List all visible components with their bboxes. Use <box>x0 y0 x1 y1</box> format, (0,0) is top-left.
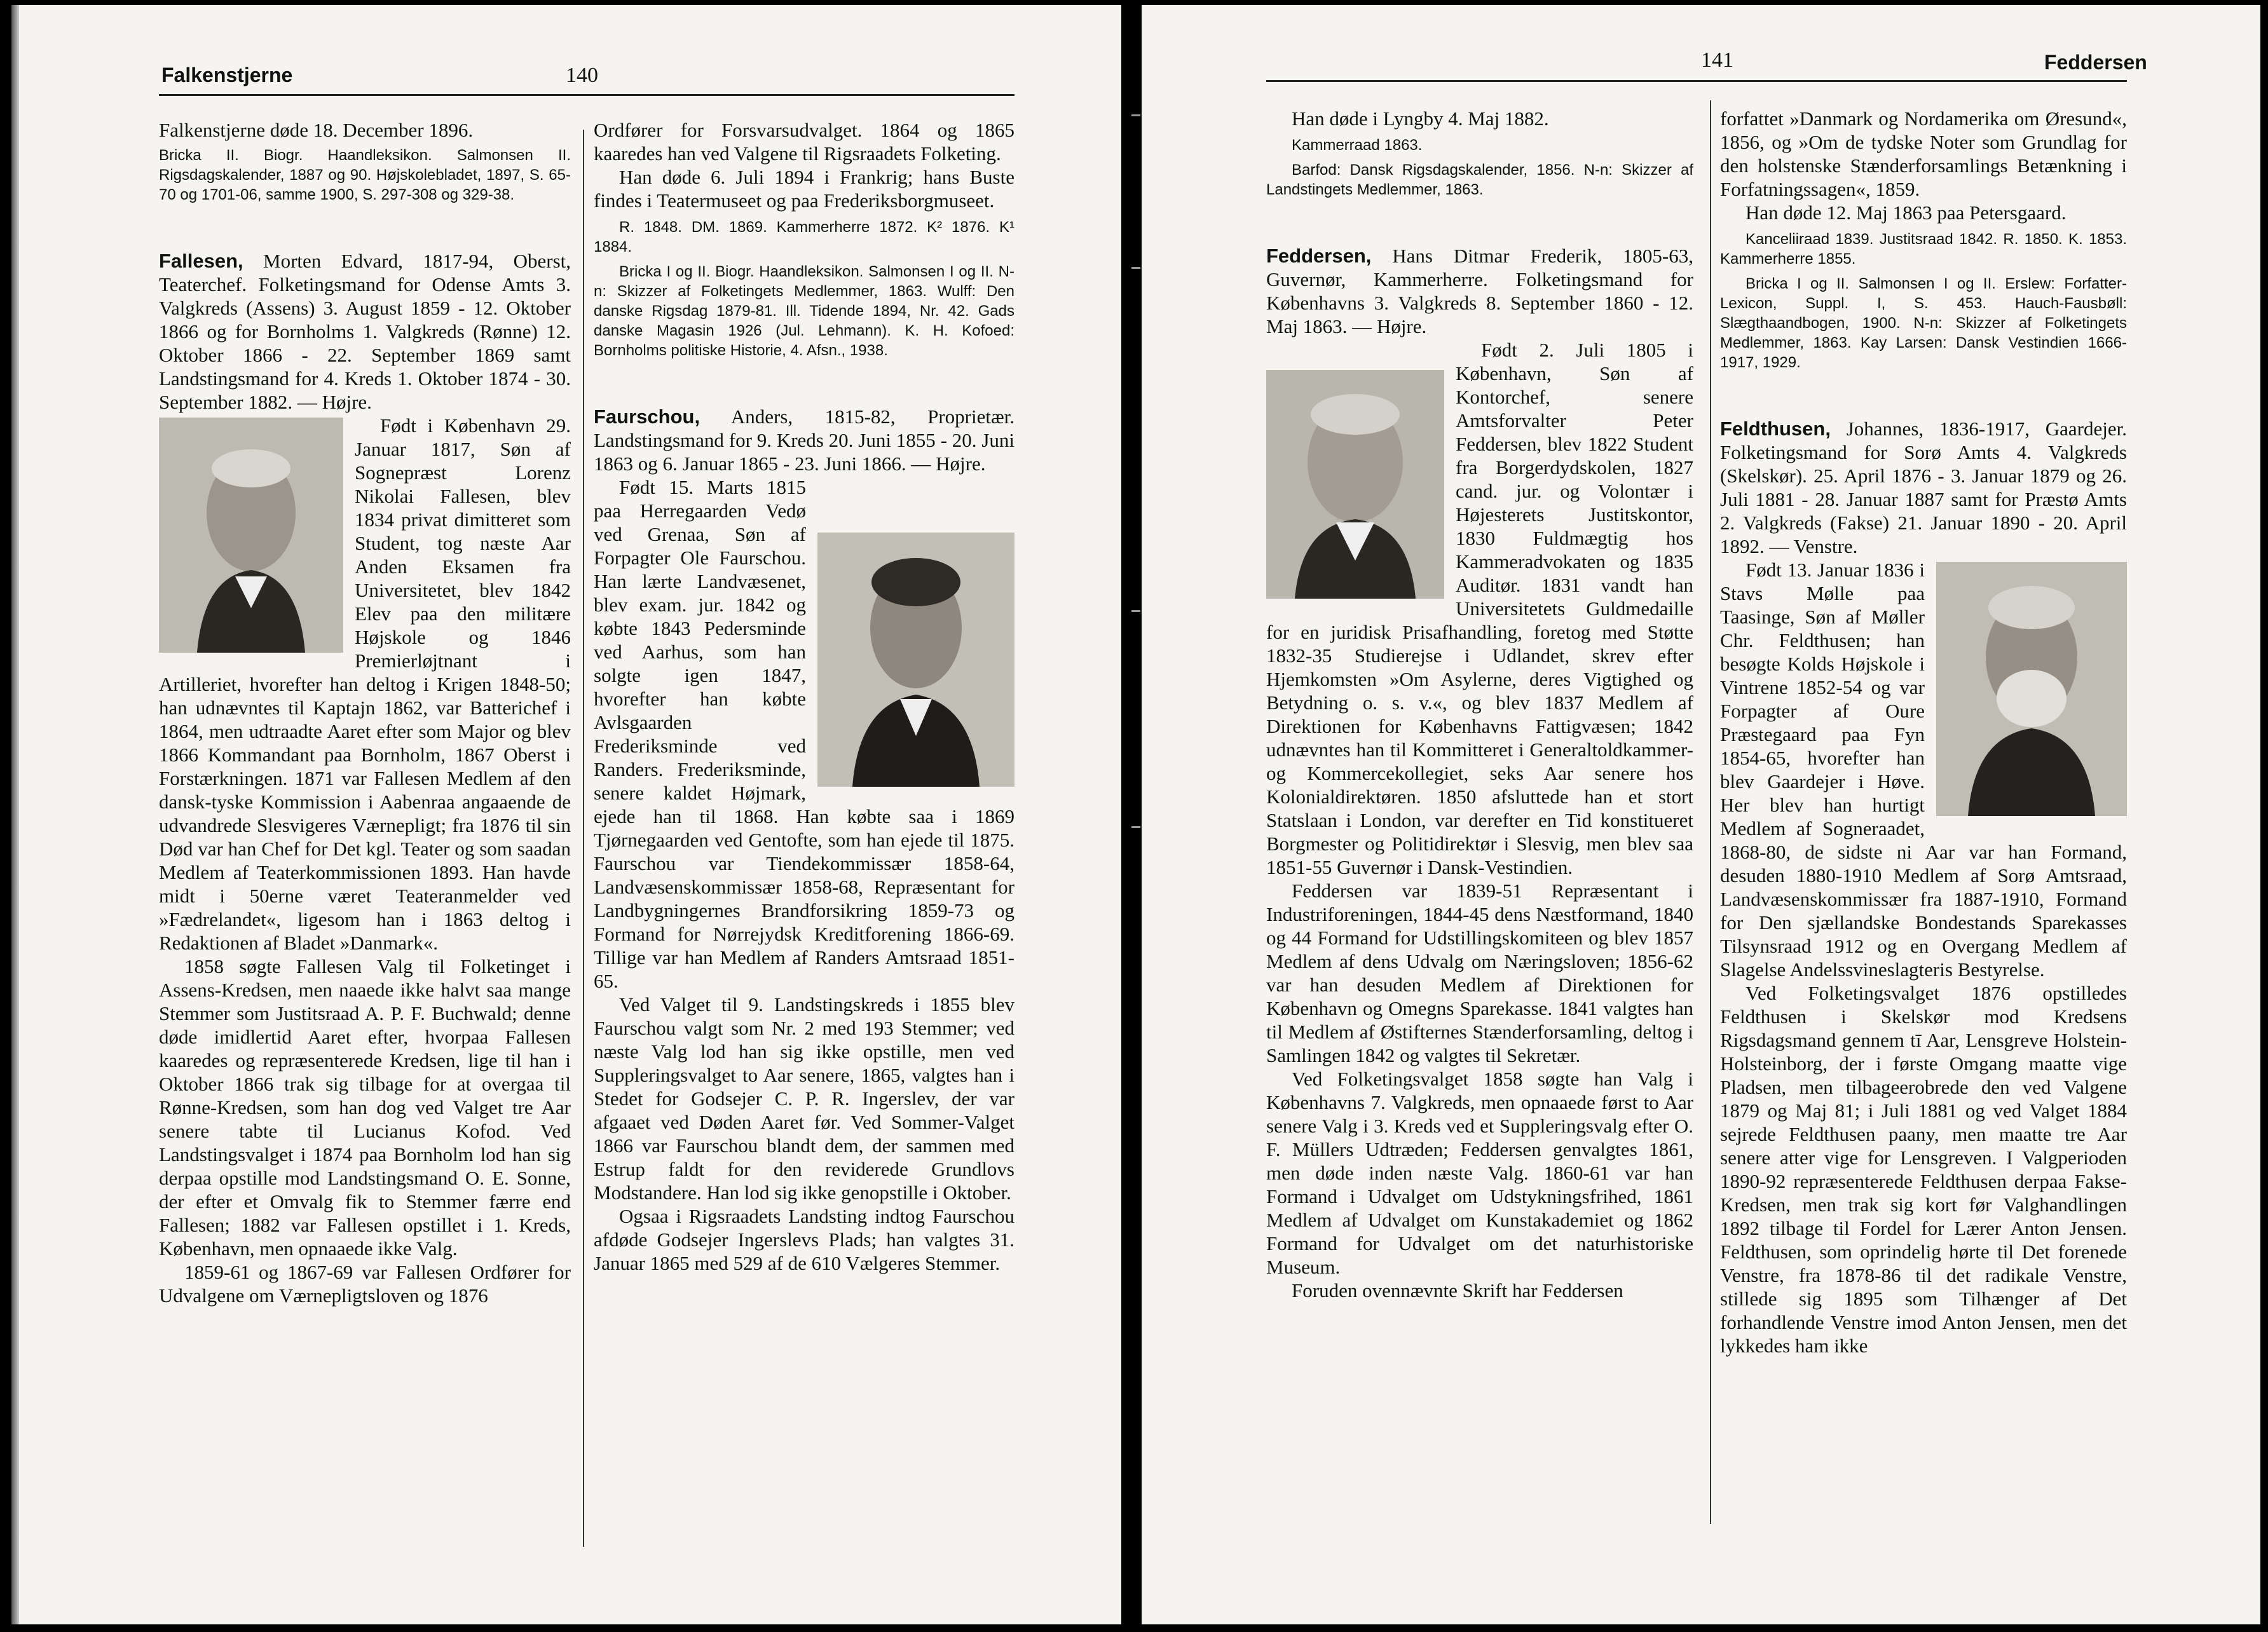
entry-heading <box>1720 417 2127 558</box>
entry-heading <box>159 249 571 414</box>
left-column-2 <box>594 118 1014 1275</box>
running-head-name: Falkenstjerne <box>161 64 293 86</box>
left-page <box>11 5 1121 1624</box>
entry-text: forfattet »Danmark og Nordamerika om Øresund«, 1856, og »Om de tydske Noter som Grundlag for den holstenske Stænderforsamlings Betænkning i Forfatningssagen«, 1859. <box>1720 107 2127 200</box>
entry-body: Ved Valget til 9. Landstingskreds i 1855 blev Faurschou valgt som Nr. 2 med 193 Stemmer; ved næste Valg lod han sig ikke opstille, men ved Suppleringsvalget to Aar senere, 1865, valgtes han i Stedet for Godsejer C. P. R. Ingerslev, der var afgaaet ved Døden Aaret før. Ved Sommer-Valget 1866 var Faurschou blandt dem, der sammen med Estrup faldt for den reviderede Grundlovs Modstandere. Han lod sig ikke genopstille i Oktober. <box>594 993 1014 1204</box>
honors: R. 1848. DM. 1869. Kammerherre 1872. K² 1876. K¹ 1884. <box>594 219 1014 255</box>
column-divider <box>1710 100 1711 1524</box>
page-number: 141 <box>1701 48 1733 72</box>
entry-body: Født 15. Marts 1815 paa Herregaarden Vedø ved Grenaa, Søn af Forpagter Ole Faurschou. Han lærte Landvæsenet, blev exam. jur. 1842 og købte 1843 Pedersminde ved Aarhus, som han solgte igen 1847, hvorefter han købte Avlsgaarden Frederiksminde ved Randers. Frederiksminde, senere kaldet Højmark, ejede han til 1868. Han købte saa i 1869 Tjørnegaarden ved Gentofte, som han ejede til 1875. Faurschou var Tiendekommissær 1858-64, Landvæsenskommissær 1858-68, Repræsentant for Landbygningernes Brandforsikring 1859-73 og Formand for Nørrejydsk Kreditforening 1866-69. Tillige var han Medlem af Randers Amtsraad 1851-65. <box>594 476 1014 992</box>
entry-text: Ordfører for Forsvarsudvalget. 1864 og 1865 kaaredes han ved Valgene til Rigsraadets Folketing. <box>594 119 1014 165</box>
header-rule <box>1266 80 2127 82</box>
references: Bricka I og II. Salmonsen I og II. Erslew: Forfatter-Lexicon, Suppl. I, S. 453. Hauch-Fausbøll: Slægthaandbogen, 1900. N-n: Skizzer af Folketingets Medlemmer, 1863. Kay Larsen: Dansk Vestindien 1666-1917, 1929. <box>1720 275 2127 371</box>
entry-intro: Anders, 1815-82, Proprietær. Landstingsmand for 9. Kreds 20. Juni 1855 - 20. Juni 1863 og 6. Januar 1865 - 23. Juni 1866. — Højre. <box>594 405 1014 475</box>
gutter-mark <box>1131 826 1140 834</box>
entry-body: 1859-61 og 1867-69 var Fallesen Ordfører for Udvalgene om Værnepligtsloven og 1876 <box>159 1261 571 1307</box>
entry-intro: Morten Edvard, 1817-94, Oberst, Teaterchef. Folketingsmand for Odense Amts 3. Valgkreds (Assens) 3. August 1859 - 12. Oktober 1866 og for Bornholms 1. Valgkreds (Rønne) 12. Oktober 1866 - 22. September 1869 samt Landstingsmand for 4. Kreds 1. Oktober 1874 - 30. September 1882. — Højre. <box>159 250 571 413</box>
running-head-name: Feddersen <box>2044 51 2147 74</box>
entry-body: Født 2. Juli 1805 i København, Søn af Kontorchef, senere Amtsforvalter Peter Feddersen, blev 1822 Student fra Borgerdydskolen, 1827 cand. jur. og Volontær i Højesterets Justitskontor, 1830 Fuldmægtig hos Kammeradvokaten og 1835 Auditør. 1831 vandt han Universitetets Guldmedaille for en juridisk Prisafhandling, foretog med Støtte 1832-35 Studierejse i Udlandet, skrev efter Hjemkomsten »Om Asylerne, deres Vigtighed og Betydning o. s. v.«, og blev 1837 Medlem af Direktionen for Københavns Fattigvæsen; 1842 udnævntes han til Kommitteret i Generaltoldkammer- og Kommercekollegiet, seks Aar senere hos Kolonialdirektøren. 1850 afsluttede han et stort Statslaan i London, var derefter en Tid konstitueret Borgmester og Politidirektør i Slesvig, men blev saa 1851-55 Guvernør i Dansk-Vestindien. <box>1266 339 1693 878</box>
portrait-fallesen <box>159 418 343 653</box>
entry-intro: Hans Ditmar Frederik, 1805-63, Guvernør, Kammerherre. Folketingsmand for Københavns 3. Valgkreds 8. September 1860 - 12. Maj 1863. — Højre. <box>1266 245 1693 337</box>
entry-heading <box>594 405 1014 475</box>
portrait-feldthusen <box>1936 562 2127 816</box>
entry-body: Foruden ovennævnte Skrift har Feddersen <box>1292 1279 1623 1302</box>
entry-heading <box>1266 244 1693 338</box>
right-page <box>1142 5 2260 1624</box>
entry-body: Født i København 29. Januar 1817, Søn af Sognepræst Lorenz Nikolai Fallesen, blev 1834 privat dimitteret som Student, tog næste Aar Anden Eksamen fra Universitetet, blev 1842 Elev paa den militære Højskole og 1846 Premierløjtnant i Artilleriet, hvorefter han deltog i Krigen 1848-50; han udnævntes til Kaptajn 1862, var Batterichef i 1864, men udtraadte Aaret efter som Major og blev 1866 Kommandant paa Bornholm, 1867 Oberst i Forstærkningen. 1871 var Fallesen Medlem af den dansk-tyske Kommission i Aabenraa angaaende de udvandrede Slesvigeres Værnepligt; fra 1876 til sin Død var han Chef for Det kgl. Teater og som saadan Medlem af Teaterkommissionen 1893. Han havde midt i 50erne været Teateranmelder ved »Fædrelandet«, ligesom han i 1863 deltog i Redaktionen af Bladet »Danmark«. <box>159 414 571 954</box>
right-column-2 <box>1720 107 2127 1357</box>
entry-name: Faurschou, <box>594 405 700 428</box>
entry-name: Feldthusen, <box>1720 418 1831 440</box>
entry-text: Han døde i Lyngby 4. Maj 1882. <box>1292 107 1549 130</box>
page-number: 140 <box>566 64 598 87</box>
references: Barfod: Dansk Rigsdagskalender, 1856. N-n: Skizzer af Landstingets Medlemmer, 1863. <box>1266 161 1693 198</box>
entry-text: Falkenstjerne døde 18. December 1896. <box>159 119 474 141</box>
entry-body: Ved Folketingsvalget 1858 søgte han Valg i Københavns 7. Valgkreds, men opnaaede først to Aar senere Valg i 3. Kreds ved et Suppleringsvalg efter O. F. Müllers Udtræden; Feddersen genvalgtes 1861, men døde inden næste Valg. 1860-61 var han Formand i Udvalget om Udstykningsfrihed, 1861 Medlem af Udvalget om Kunstakademiet og 1862 Formand for Udvalget om det naturhistoriske Museum. <box>1266 1068 1693 1278</box>
page-spine <box>11 5 19 1624</box>
entry-text: Han døde 12. Maj 1863 paa Petersgaard. <box>1745 201 2066 224</box>
entry-body: Ved Folketingsvalget 1876 opstilledes Feldthusen i Skelskør mod Kredsens Rigsdagsmand gennem tī Aar, Lensgreve Holstein-Holsteinborg, der i første Omgang maatte vige Pladsen, men tilbageerobrede den ved Valgene 1879 og Maj 81; i Juli 1881 og ved Valget 1884 sejrede Feldthusen paany, men maatte tre Aar senere atter vige for Lensgreven. I Valgperioden 1890-92 repræsenterede Feldthusen derpaa Fakse-Kredsen, men trak sig kort før Valghandlingen 1892 tilbage til Fordel for Lærer Anton Jensen. Feldthusen, som oprindelig hørte til Det forenede Venstre, fra 1878-86 til det radikale Venstre, stillede sig 1895 som Tilhænger af Det forhandlende Venstre imod Anton Jensen, men det lykkedes ham ikke <box>1720 982 2127 1357</box>
left-column-1 <box>159 118 571 1307</box>
entry-name: Fallesen, <box>159 250 243 272</box>
header-rule <box>159 94 1014 96</box>
entry-body: 1858 søgte Fallesen Valg til Folketinget i Assens-Kredsen, men naaede ikke halvt saa mange Stemmer som Justitsraad A. P. F. Buchwald; denne døde imidlertid Aaret efter, hvorpaa Fallesen kaaredes og repræsenterede Kredsen, lige til han i Oktober 1866 trak sig tilbage for at overgaa til Rønne-Kredsen, som han dog ved Valget tre Aar senere tabte til Lucianus Kofod. Ved Landstingsvalget i 1874 paa Bornholm lod han sig derpaa opstille mod Landstingsmand O. E. Sonne, der efter et Omvalg fik to Stemmer færre end Fallesen; 1882 var Fallesen opstillet i 1. Kreds, København, men opnaaede ikke Valg. <box>159 955 571 1260</box>
gutter-mark <box>1131 267 1140 275</box>
entry-body: Født 13. Januar 1836 i Stavs Mølle paa Taasinge, Søn af Møller Chr. Feldthusen; han besøgte Kolds Højskole i Vintrene 1852-54 og var Forpagter af Oure Præstegaard paa Fyn 1854-65, hvorefter han blev Gaardejer i Høve. Her blev han hurtigt Medlem af Sogneraadet, 1868-80, de sidste ni Aar var han Formand, desuden 1880-1910 Medlem af Sorø Amtsraad, Landvæsenskommissær fra 1887-1910, Formand for Den sjællandske Bondestands Sparekasses Tilsynsraad 1912 og en Overgang Medlem af Slagelse Andelssvineslagteris Bestyrelse. <box>1720 559 2127 981</box>
entry-body: Ogsaa i Rigsraadets Landsting indtog Faurschou afdøde Godsejer Ingerslevs Plads; han valgtes 31. Januar 1865 med 529 af de 610 Vælgeres Stemmer. <box>594 1205 1014 1274</box>
gutter-mark <box>1131 610 1140 618</box>
portrait-feddersen <box>1266 370 1444 599</box>
entry-text: Han døde 6. Juli 1894 i Frankrig; hans Buste findes i Teatermuseet og paa Frederiksborgmuseet. <box>594 166 1014 212</box>
column-divider <box>583 130 584 1547</box>
gutter-mark <box>1131 114 1140 123</box>
entry-body: Feddersen var 1839-51 Repræsentant i Industriforeningen, 1844-45 dens Næstformand, 1840 og 44 Formand for Udstillingskomiteen og blev 1857 Medlem af dens Udvalg om Næringsloven; 1856-62 var han desuden Medlem af Direktionen for København og Omegns Sparekasse. 1841 valgtes han til Medlem af Østifternes Stænderforsamling, deltog i Samlingen 1842 og valgtes til Sekretær. <box>1266 880 1693 1066</box>
portrait-faurschou <box>817 533 1014 787</box>
honors: Kammerraad 1863. <box>1292 137 1423 154</box>
references: Bricka II. Biogr. Haandleksikon. Salmonsen II. Rigsdagskalender, 1887 og 90. Højskolebladet, 1897, S. 65-70 og 1701-06, samme 1900, S. 297-308 og 329-38. <box>159 147 571 203</box>
honors: Kanceliiraad 1839. Justitsraad 1842. R. 1850. K. 1853. Kammerherre 1855. <box>1720 231 2127 268</box>
entry-intro: Johannes, 1836-1917, Gaardejer. Folketingsmand for Sorø Amts 4. Valgkreds (Skelskør). 25. April 1876 - 3. Januar 1879 og 26. Juli 1881 - 28. Januar 1887 samt for Præstø Amts 2. Valgkreds (Fakse) 21. Januar 1890 - 20. April 1892. — Venstre. <box>1720 418 2127 557</box>
references: Bricka I og II. Biogr. Haandleksikon. Salmonsen I og II. N-n: Skizzer af Folketingets Medlemmer, 1863. Wulff: Den danske Rigsdag 1879-81. Ill. Tidende 1894, Nr. 42. Gads danske Magasin 1926 (Jul. Lehmann). K. H. Kofoed: Bornholms politiske Historie, 4. Afsn., 1938. <box>594 263 1014 359</box>
entry-name: Feddersen, <box>1266 245 1372 267</box>
right-column-1 <box>1266 107 1693 1302</box>
